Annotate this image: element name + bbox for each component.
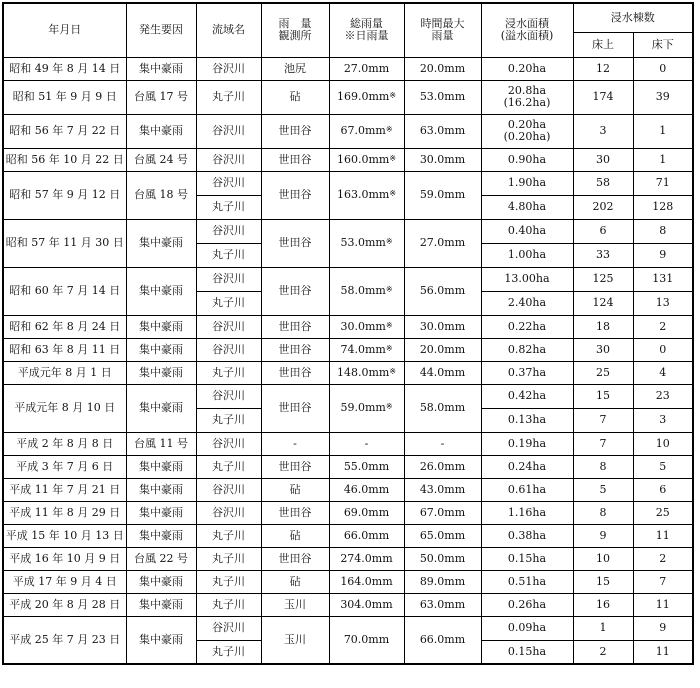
- total-rain-value: 304.0mm: [340, 597, 393, 611]
- cell-below-floor: 7: [633, 570, 693, 593]
- cell-flood-area: [481, 148, 573, 171]
- cell-date: 昭和 62 年 8 月 24 日: [3, 315, 126, 338]
- cell-cause: 集中豪雨: [126, 315, 196, 338]
- cell-total-rain: [329, 267, 404, 315]
- cell-basin: 谷沢川: [196, 114, 261, 148]
- flood-area-value: 2.40ha: [507, 296, 547, 309]
- flood-area-value: 0.37ha: [507, 365, 547, 379]
- cell-date: 昭和 56 年 10 月 22 日: [3, 148, 126, 171]
- total-rain-value: -: [364, 436, 369, 450]
- cell-max-hourly: 63.0mm: [404, 593, 481, 616]
- cell-flood-area: [481, 478, 573, 501]
- cell-cause: 集中豪雨: [126, 267, 196, 315]
- header-station-line2: 観測所: [278, 29, 312, 43]
- cell-above-floor: 25: [573, 361, 633, 384]
- cell-date: 平成 3 年 7 月 6 日: [3, 455, 126, 478]
- header-flood-area-line2: (溢水面積): [500, 29, 554, 43]
- cell-basin: 丸子川: [196, 195, 261, 219]
- cell-cause: 台風 22 号: [126, 547, 196, 570]
- cell-basin: 谷沢川: [196, 315, 261, 338]
- cell-max-hourly: 30.0mm: [404, 148, 481, 171]
- cell-flood-area: [481, 432, 573, 455]
- total-rain-value: 164.0mm: [340, 574, 393, 588]
- cell-cause: 集中豪雨: [126, 114, 196, 148]
- daily-rain-mark: ※: [389, 153, 397, 163]
- cell-below-floor: 71: [633, 171, 693, 195]
- daily-rain-mark: ※: [389, 366, 397, 376]
- table-row: [3, 616, 693, 640]
- cell-total-rain: [329, 57, 404, 80]
- cell-above-floor: 7: [573, 432, 633, 455]
- cell-total-rain: [329, 547, 404, 570]
- header-max-hourly-line2: 雨量: [431, 29, 454, 43]
- cell-basin: 丸子川: [196, 80, 261, 114]
- cell-below-floor: 9: [633, 243, 693, 267]
- total-rain-value: 27.0mm: [343, 61, 390, 75]
- cell-basin: 谷沢川: [196, 148, 261, 171]
- flood-area-value: 0.61ha: [507, 482, 547, 496]
- cell-above-floor: 18: [573, 315, 633, 338]
- cell-total-rain: [329, 478, 404, 501]
- total-rain-value: 53.0mm: [340, 236, 386, 249]
- table-row: [3, 432, 693, 455]
- flood-area-value: 1.90ha: [507, 176, 547, 189]
- daily-rain-mark: ※: [389, 189, 397, 198]
- flood-area-value: 0.24ha: [507, 459, 547, 473]
- cell-date: 平成元年 8 月 1 日: [3, 361, 126, 384]
- cell-basin: 丸子川: [196, 547, 261, 570]
- cell-below-floor: 5: [633, 455, 693, 478]
- cell-cause: 集中豪雨: [126, 338, 196, 361]
- total-rain-value: 74.0mm: [340, 342, 386, 356]
- cell-station: 世田谷: [261, 148, 329, 171]
- cell-basin: 谷沢川: [196, 171, 261, 195]
- flood-area-value: 1.16ha: [507, 505, 547, 519]
- header-houses: 浸水棟数: [573, 3, 693, 32]
- cell-flood-area: [481, 195, 573, 219]
- header-date: 年月日: [3, 3, 126, 57]
- cell-basin: 谷沢川: [196, 57, 261, 80]
- cell-flood-area: [481, 570, 573, 593]
- cell-cause: 集中豪雨: [126, 501, 196, 524]
- flood-area-value: 0.20ha: [507, 118, 547, 131]
- cell-above-floor: 33: [573, 243, 633, 267]
- cell-cause: 台風 11 号: [126, 432, 196, 455]
- cell-below-floor: 2: [633, 547, 693, 570]
- table-row: [3, 547, 693, 570]
- cell-above-floor: 30: [573, 338, 633, 361]
- cell-below-floor: 0: [633, 338, 693, 361]
- cell-cause: 台風 18 号: [126, 171, 196, 219]
- flood-area-value: 13.00ha: [504, 272, 550, 285]
- flood-area-value: 4.80ha: [507, 200, 547, 213]
- cell-max-hourly: -: [404, 432, 481, 455]
- cell-max-hourly: 43.0mm: [404, 478, 481, 501]
- cell-flood-area: [481, 501, 573, 524]
- cell-basin: 谷沢川: [196, 338, 261, 361]
- cell-max-hourly: 20.0mm: [404, 57, 481, 80]
- flood-history-table-container: [2, 2, 694, 665]
- total-rain-value: 67.0mm: [340, 124, 386, 137]
- cell-date: 平成 11 年 8 月 29 日: [3, 501, 126, 524]
- cell-max-hourly: 53.0mm: [404, 80, 481, 114]
- cell-flood-area: [481, 616, 573, 640]
- daily-rain-mark: ※: [389, 91, 397, 100]
- cell-below-floor: 131: [633, 267, 693, 291]
- cell-date: 昭和 60 年 7 月 14 日: [3, 267, 126, 315]
- table-row: [3, 114, 693, 148]
- cell-flood-area: [481, 524, 573, 547]
- cell-station: 世田谷: [261, 338, 329, 361]
- cell-below-floor: 23: [633, 384, 693, 408]
- total-rain-value: 30.0mm: [340, 319, 386, 333]
- cell-cause: 集中豪雨: [126, 570, 196, 593]
- cell-date: 昭和 49 年 8 月 14 日: [3, 57, 126, 80]
- cell-station: 玉川: [261, 593, 329, 616]
- cell-flood-area: [481, 267, 573, 291]
- cell-station: 世田谷: [261, 315, 329, 338]
- cell-above-floor: 202: [573, 195, 633, 219]
- flood-history-table: [2, 2, 694, 665]
- cell-flood-area: [481, 291, 573, 315]
- cell-above-floor: 15: [573, 384, 633, 408]
- header-below-floor: 床下: [633, 32, 693, 57]
- total-rain-value: 69.0mm: [343, 505, 390, 519]
- cell-max-hourly: 59.0mm: [404, 171, 481, 219]
- total-rain-value: 55.0mm: [343, 459, 390, 473]
- cell-above-floor: 124: [573, 291, 633, 315]
- flood-area-value: 0.13ha: [507, 413, 547, 426]
- cell-max-hourly: 20.0mm: [404, 338, 481, 361]
- cell-total-rain: [329, 593, 404, 616]
- table-row: [3, 57, 693, 80]
- cell-date: 昭和 57 年 9 月 12 日: [3, 171, 126, 219]
- cell-above-floor: 125: [573, 267, 633, 291]
- daily-rain-mark: ※: [385, 285, 393, 294]
- cell-date: 平成 15 年 10 月 13 日: [3, 524, 126, 547]
- cell-flood-area: [481, 408, 573, 432]
- flood-area-value: 0.15ha: [507, 551, 547, 565]
- cell-flood-area: [481, 361, 573, 384]
- total-rain-value: 148.0mm: [336, 365, 390, 379]
- cell-below-floor: 11: [633, 593, 693, 616]
- cell-station: 世田谷: [261, 219, 329, 267]
- cell-total-rain: [329, 219, 404, 267]
- total-rain-value: 59.0mm: [340, 401, 386, 414]
- cell-station: 砧: [261, 80, 329, 114]
- cell-below-floor: 1: [633, 114, 693, 148]
- total-rain-value: 274.0mm: [340, 551, 393, 565]
- cell-basin: 丸子川: [196, 593, 261, 616]
- cell-total-rain: [329, 524, 404, 547]
- cell-station: 世田谷: [261, 501, 329, 524]
- cell-below-floor: 3: [633, 408, 693, 432]
- daily-rain-mark: ※: [385, 125, 393, 134]
- cell-date: 平成 16 年 10 月 9 日: [3, 547, 126, 570]
- cell-max-hourly: 67.0mm: [404, 501, 481, 524]
- cell-max-hourly: 66.0mm: [404, 616, 481, 664]
- cell-basin: 谷沢川: [196, 616, 261, 640]
- overflow-area-value: (16.2ha): [503, 96, 551, 109]
- cell-total-rain: [329, 361, 404, 384]
- table-row: [3, 455, 693, 478]
- header-above-floor: 床上: [573, 32, 633, 57]
- cell-below-floor: 8: [633, 219, 693, 243]
- cell-total-rain: [329, 315, 404, 338]
- flood-area-value: 1.00ha: [507, 248, 547, 261]
- cell-below-floor: 4: [633, 361, 693, 384]
- cell-below-floor: 2: [633, 315, 693, 338]
- cell-cause: 集中豪雨: [126, 384, 196, 432]
- cell-above-floor: 6: [573, 219, 633, 243]
- header-flood-area-line1: 浸水面積: [505, 17, 549, 31]
- cell-station: 玉川: [261, 616, 329, 664]
- total-rain-value: 169.0mm: [336, 90, 390, 103]
- cell-above-floor: 12: [573, 57, 633, 80]
- cell-below-floor: 11: [633, 640, 693, 664]
- table-row: [3, 478, 693, 501]
- cell-max-hourly: 26.0mm: [404, 455, 481, 478]
- cell-below-floor: 25: [633, 501, 693, 524]
- cell-max-hourly: 89.0mm: [404, 570, 481, 593]
- cell-station: 世田谷: [261, 547, 329, 570]
- cell-flood-area: [481, 114, 573, 148]
- cell-above-floor: 3: [573, 114, 633, 148]
- cell-basin: 谷沢川: [196, 501, 261, 524]
- cell-basin: 丸子川: [196, 524, 261, 547]
- cell-basin: 丸子川: [196, 361, 261, 384]
- cell-cause: 集中豪雨: [126, 219, 196, 267]
- total-rain-value: 46.0mm: [343, 482, 390, 496]
- cell-basin: 丸子川: [196, 408, 261, 432]
- header-total-rain-line2: ※日雨量: [344, 29, 389, 43]
- cell-basin: 丸子川: [196, 291, 261, 315]
- cell-total-rain: [329, 80, 404, 114]
- cell-total-rain: [329, 616, 404, 664]
- cell-cause: 集中豪雨: [126, 616, 196, 664]
- cell-above-floor: 1: [573, 616, 633, 640]
- table-row: [3, 80, 693, 114]
- cell-flood-area: [481, 547, 573, 570]
- cell-station: 砧: [261, 478, 329, 501]
- flood-area-value: 0.38ha: [507, 528, 547, 542]
- flood-area-value: 0.20ha: [507, 61, 547, 75]
- cell-max-hourly: 63.0mm: [404, 114, 481, 148]
- cell-total-rain: [329, 455, 404, 478]
- cell-date: 平成 17 年 9 月 4 日: [3, 570, 126, 593]
- flood-area-value: 0.82ha: [507, 342, 547, 356]
- header-total-rain-line1: 総雨量: [350, 17, 383, 31]
- cell-below-floor: 6: [633, 478, 693, 501]
- cell-flood-area: [481, 57, 573, 80]
- cell-station: 世田谷: [261, 361, 329, 384]
- header-max-hourly-line1: 時間最大: [420, 17, 465, 31]
- flood-area-value: 0.22ha: [507, 319, 547, 333]
- cell-basin: 丸子川: [196, 455, 261, 478]
- cell-cause: 集中豪雨: [126, 361, 196, 384]
- cell-below-floor: 11: [633, 524, 693, 547]
- cell-total-rain: [329, 171, 404, 219]
- total-rain-value: 66.0mm: [343, 528, 390, 542]
- cell-station: 砧: [261, 524, 329, 547]
- header-row: [3, 3, 693, 32]
- total-rain-value: 163.0mm: [336, 188, 390, 201]
- flood-area-value: 20.8ha: [507, 84, 547, 97]
- cell-station: 砧: [261, 570, 329, 593]
- cell-below-floor: 0: [633, 57, 693, 80]
- flood-area-value: 0.19ha: [507, 436, 547, 450]
- cell-basin: 丸子川: [196, 640, 261, 664]
- table-row: [3, 219, 693, 243]
- daily-rain-mark: ※: [385, 237, 393, 246]
- cell-flood-area: [481, 219, 573, 243]
- cell-max-hourly: 56.0mm: [404, 267, 481, 315]
- header-max-hourly: [404, 3, 481, 57]
- cell-max-hourly: 27.0mm: [404, 219, 481, 267]
- cell-cause: 集中豪雨: [126, 593, 196, 616]
- flood-area-value: 0.51ha: [507, 574, 547, 588]
- cell-date: 平成 2 年 8 月 8 日: [3, 432, 126, 455]
- flood-area-value: 0.40ha: [507, 224, 547, 237]
- cell-above-floor: 16: [573, 593, 633, 616]
- table-row: [3, 384, 693, 408]
- cell-station: 世田谷: [261, 267, 329, 315]
- cell-date: 昭和 51 年 9 月 9 日: [3, 80, 126, 114]
- cell-total-rain: [329, 114, 404, 148]
- cell-cause: 集中豪雨: [126, 455, 196, 478]
- cell-station: 世田谷: [261, 171, 329, 219]
- cell-above-floor: 174: [573, 80, 633, 114]
- cell-below-floor: 13: [633, 291, 693, 315]
- cell-cause: 台風 17 号: [126, 80, 196, 114]
- table-row: [3, 148, 693, 171]
- cell-flood-area: [481, 315, 573, 338]
- cell-station: 世田谷: [261, 114, 329, 148]
- daily-rain-mark: ※: [385, 402, 393, 411]
- flood-area-value: 0.90ha: [507, 152, 547, 166]
- cell-below-floor: 128: [633, 195, 693, 219]
- cell-flood-area: [481, 80, 573, 114]
- table-row: [3, 570, 693, 593]
- header-station: [261, 3, 329, 57]
- cell-above-floor: 9: [573, 524, 633, 547]
- cell-total-rain: [329, 570, 404, 593]
- cell-flood-area: [481, 243, 573, 267]
- cell-total-rain: [329, 384, 404, 432]
- cell-flood-area: [481, 455, 573, 478]
- cell-below-floor: 1: [633, 148, 693, 171]
- cell-flood-area: [481, 384, 573, 408]
- table-row: [3, 524, 693, 547]
- cell-cause: 台風 24 号: [126, 148, 196, 171]
- cell-date: 平成元年 8 月 10 日: [3, 384, 126, 432]
- cell-flood-area: [481, 171, 573, 195]
- cell-below-floor: 9: [633, 616, 693, 640]
- cell-above-floor: 30: [573, 148, 633, 171]
- daily-rain-mark: ※: [385, 343, 393, 353]
- cell-max-hourly: 30.0mm: [404, 315, 481, 338]
- cell-flood-area: [481, 593, 573, 616]
- header-cause: 発生要因: [126, 3, 196, 57]
- header-basin: 流域名: [196, 3, 261, 57]
- cell-below-floor: 10: [633, 432, 693, 455]
- cell-basin: 谷沢川: [196, 384, 261, 408]
- flood-area-value: 0.09ha: [507, 621, 547, 634]
- flood-area-value: 0.15ha: [507, 644, 547, 658]
- table-row: [3, 501, 693, 524]
- cell-date: 昭和 57 年 11 月 30 日: [3, 219, 126, 267]
- cell-total-rain: [329, 501, 404, 524]
- header-flood-area: [481, 3, 573, 57]
- cell-basin: 谷沢川: [196, 267, 261, 291]
- cell-above-floor: 2: [573, 640, 633, 664]
- cell-date: 昭和 63 年 8 月 11 日: [3, 338, 126, 361]
- cell-date: 昭和 56 年 7 月 22 日: [3, 114, 126, 148]
- cell-basin: 谷沢川: [196, 432, 261, 455]
- header-total-rain: [329, 3, 404, 57]
- cell-station: 世田谷: [261, 384, 329, 432]
- cell-basin: 谷沢川: [196, 219, 261, 243]
- table-row: [3, 593, 693, 616]
- flood-area-value: 0.42ha: [507, 389, 547, 402]
- cell-max-hourly: 44.0mm: [404, 361, 481, 384]
- overflow-area-value: (0.20ha): [503, 130, 551, 143]
- cell-basin: 丸子川: [196, 243, 261, 267]
- cell-above-floor: 8: [573, 455, 633, 478]
- cell-below-floor: 39: [633, 80, 693, 114]
- cell-flood-area: [481, 338, 573, 361]
- table-row: [3, 361, 693, 384]
- cell-flood-area: [481, 640, 573, 664]
- cell-date: 平成 11 年 7 月 21 日: [3, 478, 126, 501]
- table-row: [3, 315, 693, 338]
- cell-date: 平成 25 年 7 月 23 日: [3, 616, 126, 664]
- cell-station: 世田谷: [261, 455, 329, 478]
- cell-above-floor: 7: [573, 408, 633, 432]
- cell-total-rain: [329, 148, 404, 171]
- cell-max-hourly: 65.0mm: [404, 524, 481, 547]
- daily-rain-mark: ※: [385, 320, 393, 330]
- cell-max-hourly: 50.0mm: [404, 547, 481, 570]
- flood-area-value: 0.26ha: [507, 597, 547, 611]
- cell-above-floor: 8: [573, 501, 633, 524]
- header-station-line1: 雨 量: [278, 17, 312, 31]
- table-row: [3, 267, 693, 291]
- cell-above-floor: 15: [573, 570, 633, 593]
- cell-above-floor: 10: [573, 547, 633, 570]
- cell-total-rain: [329, 432, 404, 455]
- cell-above-floor: 5: [573, 478, 633, 501]
- cell-basin: 丸子川: [196, 570, 261, 593]
- cell-max-hourly: 58.0mm: [404, 384, 481, 432]
- cell-cause: 集中豪雨: [126, 524, 196, 547]
- cell-station: -: [261, 432, 329, 455]
- cell-date: 平成 20 年 8 月 28 日: [3, 593, 126, 616]
- cell-cause: 集中豪雨: [126, 478, 196, 501]
- cell-above-floor: 58: [573, 171, 633, 195]
- cell-cause: 集中豪雨: [126, 57, 196, 80]
- total-rain-value: 160.0mm: [336, 152, 390, 166]
- cell-total-rain: [329, 338, 404, 361]
- table-row: [3, 171, 693, 195]
- total-rain-value: 58.0mm: [340, 284, 386, 297]
- cell-basin: 谷沢川: [196, 478, 261, 501]
- total-rain-value: 70.0mm: [343, 632, 390, 646]
- cell-station: 池尻: [261, 57, 329, 80]
- table-body: [3, 57, 693, 664]
- table-row: [3, 338, 693, 361]
